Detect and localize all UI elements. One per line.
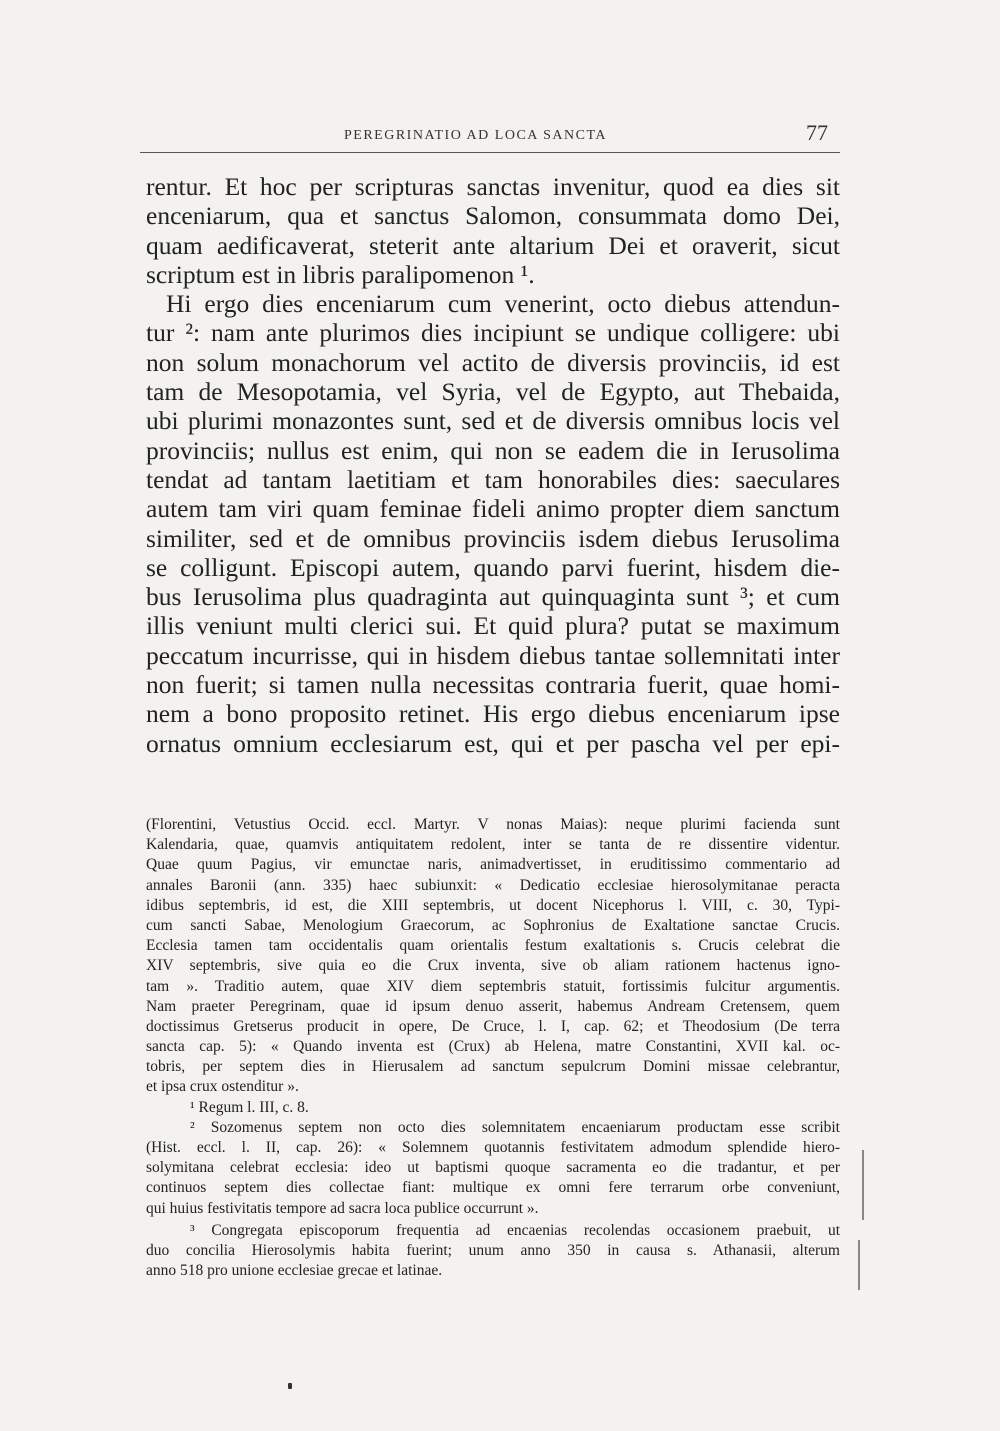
- footnote-line: idibus septembris, id est, die XIII septembris, ut docent Nicephorus l. VIII, c. 30, Typi-: [146, 896, 840, 914]
- text-line: non solum monachorum vel actito de diversis provinciis, id est: [146, 347, 840, 377]
- main-text: [146, 172, 840, 758]
- footnote-line: continuos septem dies collectae fiant: multique ex omni fere terrarum orbe conveniunt,: [146, 1179, 840, 1197]
- footnote-line: Nam praeter Peregrinam, quae id ipsum denuo asserit, habemus Andream Cretensem, quem: [146, 997, 840, 1015]
- footnote-line: Quae quum Pagius, vir emunctae naris, animadvertisset, in eruditissimo commentario ad: [146, 856, 840, 874]
- footnote-line: doctissimus Gretserus producit in opere, De Cruce, l. I, cap. 62; et Theodosium (De terra: [146, 1017, 840, 1035]
- text-line: tendat ad tantam laetitiam et tam honorabiles dies: saeculares: [146, 464, 840, 494]
- text-line: bus Ierusolima plus quadraginta aut quinquaginta sunt ³; et cum: [146, 582, 840, 612]
- footnote-line: et ipsa crux ostenditur ».: [146, 1078, 299, 1096]
- footnote-line: Ecclesia tamen tam occidentalis quam orientalis festum exaltationis s. Crucis celebrat die: [146, 937, 840, 955]
- text-line: similiter, sed et de omnibus provinciis isdem diebus Ierusolima: [146, 523, 840, 553]
- text-line: autem tam viri quam feminae fideli animo propter diem sanctum: [146, 494, 840, 524]
- text-line: ornatus omnium ecclesiarum est, qui et per pascha vel per epi-: [146, 728, 840, 758]
- footnote-line: annales Baronii (ann. 335) haec subiunxit: « Dedicatio ecclesiae hierosolymitanae peracta: [146, 876, 840, 894]
- footnote-line: qui huius festivitatis tempore ad sacra loca publice occurrunt ».: [146, 1199, 539, 1217]
- page-header: [140, 118, 840, 153]
- footnote-line: duo concilia Hierosolymis habita fuerint; unum anno 350 in causa s. Athanasii, alterum: [146, 1241, 840, 1259]
- text-line: rentur. Et hoc per scripturas sanctas invenitur, quod ea dies sit: [146, 172, 840, 201]
- text-line: illis veniunt multi clerici sui. Et quid plura? putat se maximum: [146, 611, 840, 641]
- margin-pencil-mark: [858, 1240, 860, 1290]
- text-line: nem a bono proposito retinet. His ergo diebus enceniarum ipse: [146, 699, 840, 729]
- footnote-line: sancta cap. 5): « Quando inventa est (Crux) ab Helena, matre Constantini, XVII kal. oc-: [146, 1038, 840, 1056]
- footnote-line: XIV septembris, sive quia eo die Crux inventa, sive ob aliam rationem hactenus igno-: [146, 957, 840, 975]
- footnote-line: cum sancti Sabae, Menologium Graecorum, ac Sophronius de Exaltatione sanctae Crucis.: [146, 916, 840, 934]
- footnote-3: ³ Congregata episcoporum frequentia ad encaenias recolendas occasionem praebuit, ut: [190, 1221, 840, 1239]
- footnote-2: ² Sozomenus septem non octo dies solemnitatem encaeniarum productam esse scribit: [190, 1118, 840, 1136]
- ink-speck: [288, 1383, 292, 1389]
- text-line: enceniarum, qua et sanctus Salomon, consummata domo Dei,: [146, 201, 840, 231]
- text-line: scriptum est in libris paralipomenon ¹.: [146, 259, 535, 289]
- margin-pencil-mark: [862, 1150, 864, 1220]
- footnote-line: tam ». Traditio autem, quae XIV diem septembris statuit, fortissimis fulcitur argumentis.: [146, 977, 840, 995]
- footnotes: [146, 815, 840, 1281]
- text-line: Hi ergo dies enceniarum cum venerint, octo diebus attendun-: [166, 289, 840, 319]
- text-line: tur ²: nam ante plurimos dies incipiunt se undique colligere: ubi: [146, 318, 840, 348]
- footnote-line: anno 518 pro unione ecclesiae grecae et latinae.: [146, 1262, 443, 1280]
- footnote-line: (Hist. eccl. l. II, cap. 26): « Solemnem quotannis festivitatem admodum splendide hiero-: [146, 1139, 840, 1156]
- footnote-line: Kalendaria, quae, quamvis antiquitatem redolent, inter se tanta de re dissentire videntur.: [146, 836, 840, 854]
- page-number: 77: [806, 120, 828, 145]
- footnote-line: solymitana celebrat ecclesia: ideo ut baptismi quoque sacramenta eo die tradantur, et per: [146, 1159, 840, 1177]
- running-title: PEREGRINATIO AD LOCA SANCTA: [344, 128, 608, 143]
- footnote-line: (Florentini, Vetustius Occid. eccl. Martyr. V nonas Maias): neque plurimi facienda sunt: [146, 816, 840, 833]
- footnote-1: ¹ Regum l. III, c. 8.: [190, 1098, 309, 1116]
- text-line: peccatum incurrisse, qui in hisdem diebus tantae sollemnitati inter: [146, 640, 840, 670]
- text-line: quam aedificaverat, steterit ante altarium Dei et oraverit, sicut: [146, 230, 840, 260]
- text-line: se colligunt. Episcopi autem, quando parvi fuerint, hisdem die-: [146, 552, 840, 582]
- text-line: provinciis; nullus est enim, qui non se eadem die in Ierusolima: [146, 435, 840, 465]
- text-line: tam de Mesopotamia, vel Syria, vel de Egypto, aut Thebaida,: [146, 377, 840, 407]
- footnote-line: tobris, per septem dies in Hierusalem ad sanctum sepulcrum Domini missae celebrantur,: [146, 1058, 840, 1076]
- text-line: non fuerit; si tamen nulla necessitas contraria fuerit, quae homi-: [146, 670, 840, 700]
- text-line: ubi plurimi monazontes sunt, sed et de diversis omnibus locis vel: [146, 406, 840, 436]
